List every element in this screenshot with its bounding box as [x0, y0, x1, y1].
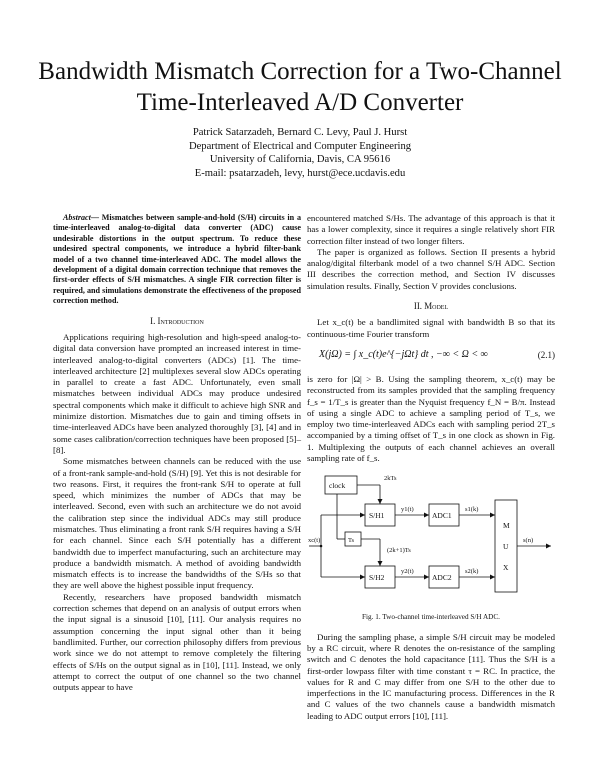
model-paragraph-3: During the sampling phase, a simple S/H circuit may be modeled by a RC circuit, where R denotes the on-resistance of the sampling switch and C denotes the hold capacitance [11]. Thus the S/H is a first-order lowpass filter with time constant τ = RC. In practice, the values for R and C may differ from one S/H to the other due to imperfections in the IC manufacturing process. Differences in the R and C values of the two channels cause a bandwidth mismatch leading to ADC output errors [10], [11]. [307, 631, 555, 721]
clock-label: clock [329, 481, 346, 491]
y1-label: y1(t) [401, 506, 414, 514]
section-1-heading: I. Introduction [150, 315, 204, 326]
intro-paragraph-3-cont: encountered matched S/Hs. The advantage of this approach is that it has a lower complexity, since it requires a single relatively short FIR correction filter instead of two longer filters. [307, 213, 555, 246]
model-paragraph-1: Let x_c(t) be a bandlimited signal with bandwidth B so that its continuous-time Fourier transform [307, 317, 555, 339]
block-diagram [307, 470, 555, 610]
offset-label: (2k+1)Ts [387, 547, 411, 555]
abstract-text: — Mismatches between sample-and-hold (S/H) circuits in a time-interleaved analog-to-digital data converter (ADC) cause undesirable distortions in the output spectrum. To reduce these undesired spectral components, we introduce a hybrid filter-bank model of a two channel time-interleaved ADC. The model allows the development of a digital domain correction technique that removes the first-order effects of S/H mismatches. A single FIR correction filter is required, and simulations demonstrate the effectiveness of the proposed correction method. [53, 213, 301, 306]
intro-paragraph-1: Applications requiring high-resolution and high-speed analog-to-digital data conversion have prompted an increased interest in time-interleaved analog-to-digital converters (ADCs) [1]. The time-interleaved architecture [2] multiplexes several slow ADCs operating in parallel to create a fast ADC. Unfortunately, even small mismatches between individual ADCs may produce undesired spectral components which make it difficult to achieve high SNR and minimize distortion. Mismatches due to gain and timing offsets in time-interleaved ADCs have been analyzed thoroughly [3], [4] and in some cases calibration/correction techniques have been proposed [5]–[8]. [53, 331, 301, 455]
model-paragraph-2: is zero for |Ω| > B. Using the sampling theorem, x_c(t) may be reconstructed from its samples provided that the sampling frequency f_s = 1/T_s is greater than the Nyquist frequency f_N = B/π. Instead of using a single ADC to achieve a sampling period of T_s, we employ two time-interleaved ADCs each with sampling period 2T_s accompanied by a timing offset of T_s in one clock as shown in Fig. 1. Multiplexing the outputs of each channel achieves an overall sampling rate of f_s. [307, 373, 555, 464]
adc2-label: ADC2 [432, 573, 452, 583]
figure-1 [307, 470, 555, 610]
equation-2-1 [307, 343, 555, 371]
sh1-label: S/H1 [369, 511, 385, 521]
abstract [53, 213, 301, 307]
intro-paragraph-3: Recently, researchers have proposed bandwidth mismatch correction schemes that depend on an analysis of output errors when the input signal is a sinusoid [10], [11]. Our analysis requires no assumption concerning the input signal other than it being bandlimited. Further, our correction philosophy differs from previous work since we do not attempt to remove completely the filtering effects of S/Hs on the output signal as in [10], [11]. Instead, we only attempt to correct the output of one channel so the two channel outputs appear to have [53, 591, 301, 693]
title-line-1: Bandwidth Mismatch Correction for a Two-Channel [38, 58, 562, 85]
y2-label: y2(t) [401, 568, 414, 576]
email: E-mail: psatarzadeh, levy, hurst@ece.ucdavis.edu [194, 167, 406, 179]
department: Department of Electrical and Computer Engineering [188, 140, 412, 152]
equation-number: (2.1) [537, 349, 555, 360]
abstract-lead: Abstract [63, 213, 91, 222]
authors: Patrick Satarzadeh, Bernard C. Levy, Paul J. Hurst [192, 127, 408, 138]
sh2-label: S/H2 [369, 573, 385, 583]
delay-label: Ts [348, 537, 355, 545]
mux-u: U [503, 542, 509, 552]
organization-paragraph: The paper is organized as follows. Section II presents a hybrid analog/digital filterbank model of a two channel S/H ADC. Section III describes the correction method, and Section IV discusses simulation results. Finally, Section V provides conclusions. [307, 246, 555, 291]
figure-caption: Fig. 1. Two-channel time-interleaved S/H ADC. [362, 613, 500, 622]
output-label: s(n) [523, 537, 534, 545]
intro-paragraph-2: Some mismatches between channels can be reduced with the use of a front-rank sample-and-hold (S/H) [9]. Yet this is not desirable for two reasons. First, it requires the front-rank S/H to operate at full speed, which minimizes the number of ADCs that may be interleaved. Second, even with such an architecture we do not avoid the calibration step since the individual ADCs may still produce mismatches. Thus eliminating a front rank S/H requires having a S/H for each channel. Since each S/H potentially has a different bandwidth due to imperfect manufacturing, such an architecture may produce a bandwidth mismatch. A method of avoiding bandwidth mismatch effects is to increase the bandwidths of the S/Hs so that they are well above the highest possible input frequency. [53, 456, 301, 591]
input-label: xc(t) [308, 537, 321, 545]
left-column [53, 213, 301, 693]
university: University of California, Davis, CA 95616 [209, 154, 391, 165]
equation-body: X(jΩ) = ∫ x_c(t)e^{−jΩt} dt , −∞ < Ω < ∞ [319, 348, 488, 360]
right-column [307, 213, 555, 722]
clock-rate-label: 2kTs [384, 475, 397, 483]
section-2-heading: II. Model [413, 301, 449, 312]
mux-m: M [503, 521, 510, 531]
mux-x: X [503, 563, 509, 573]
s1-label: s1(k) [465, 506, 479, 514]
adc1-label: ADC1 [432, 511, 452, 521]
author-block [60, 126, 540, 180]
title-line-2: Time-Interleaved A/D Converter [136, 89, 464, 116]
s2-label: s2(k) [465, 568, 479, 576]
paper-title [30, 56, 570, 118]
